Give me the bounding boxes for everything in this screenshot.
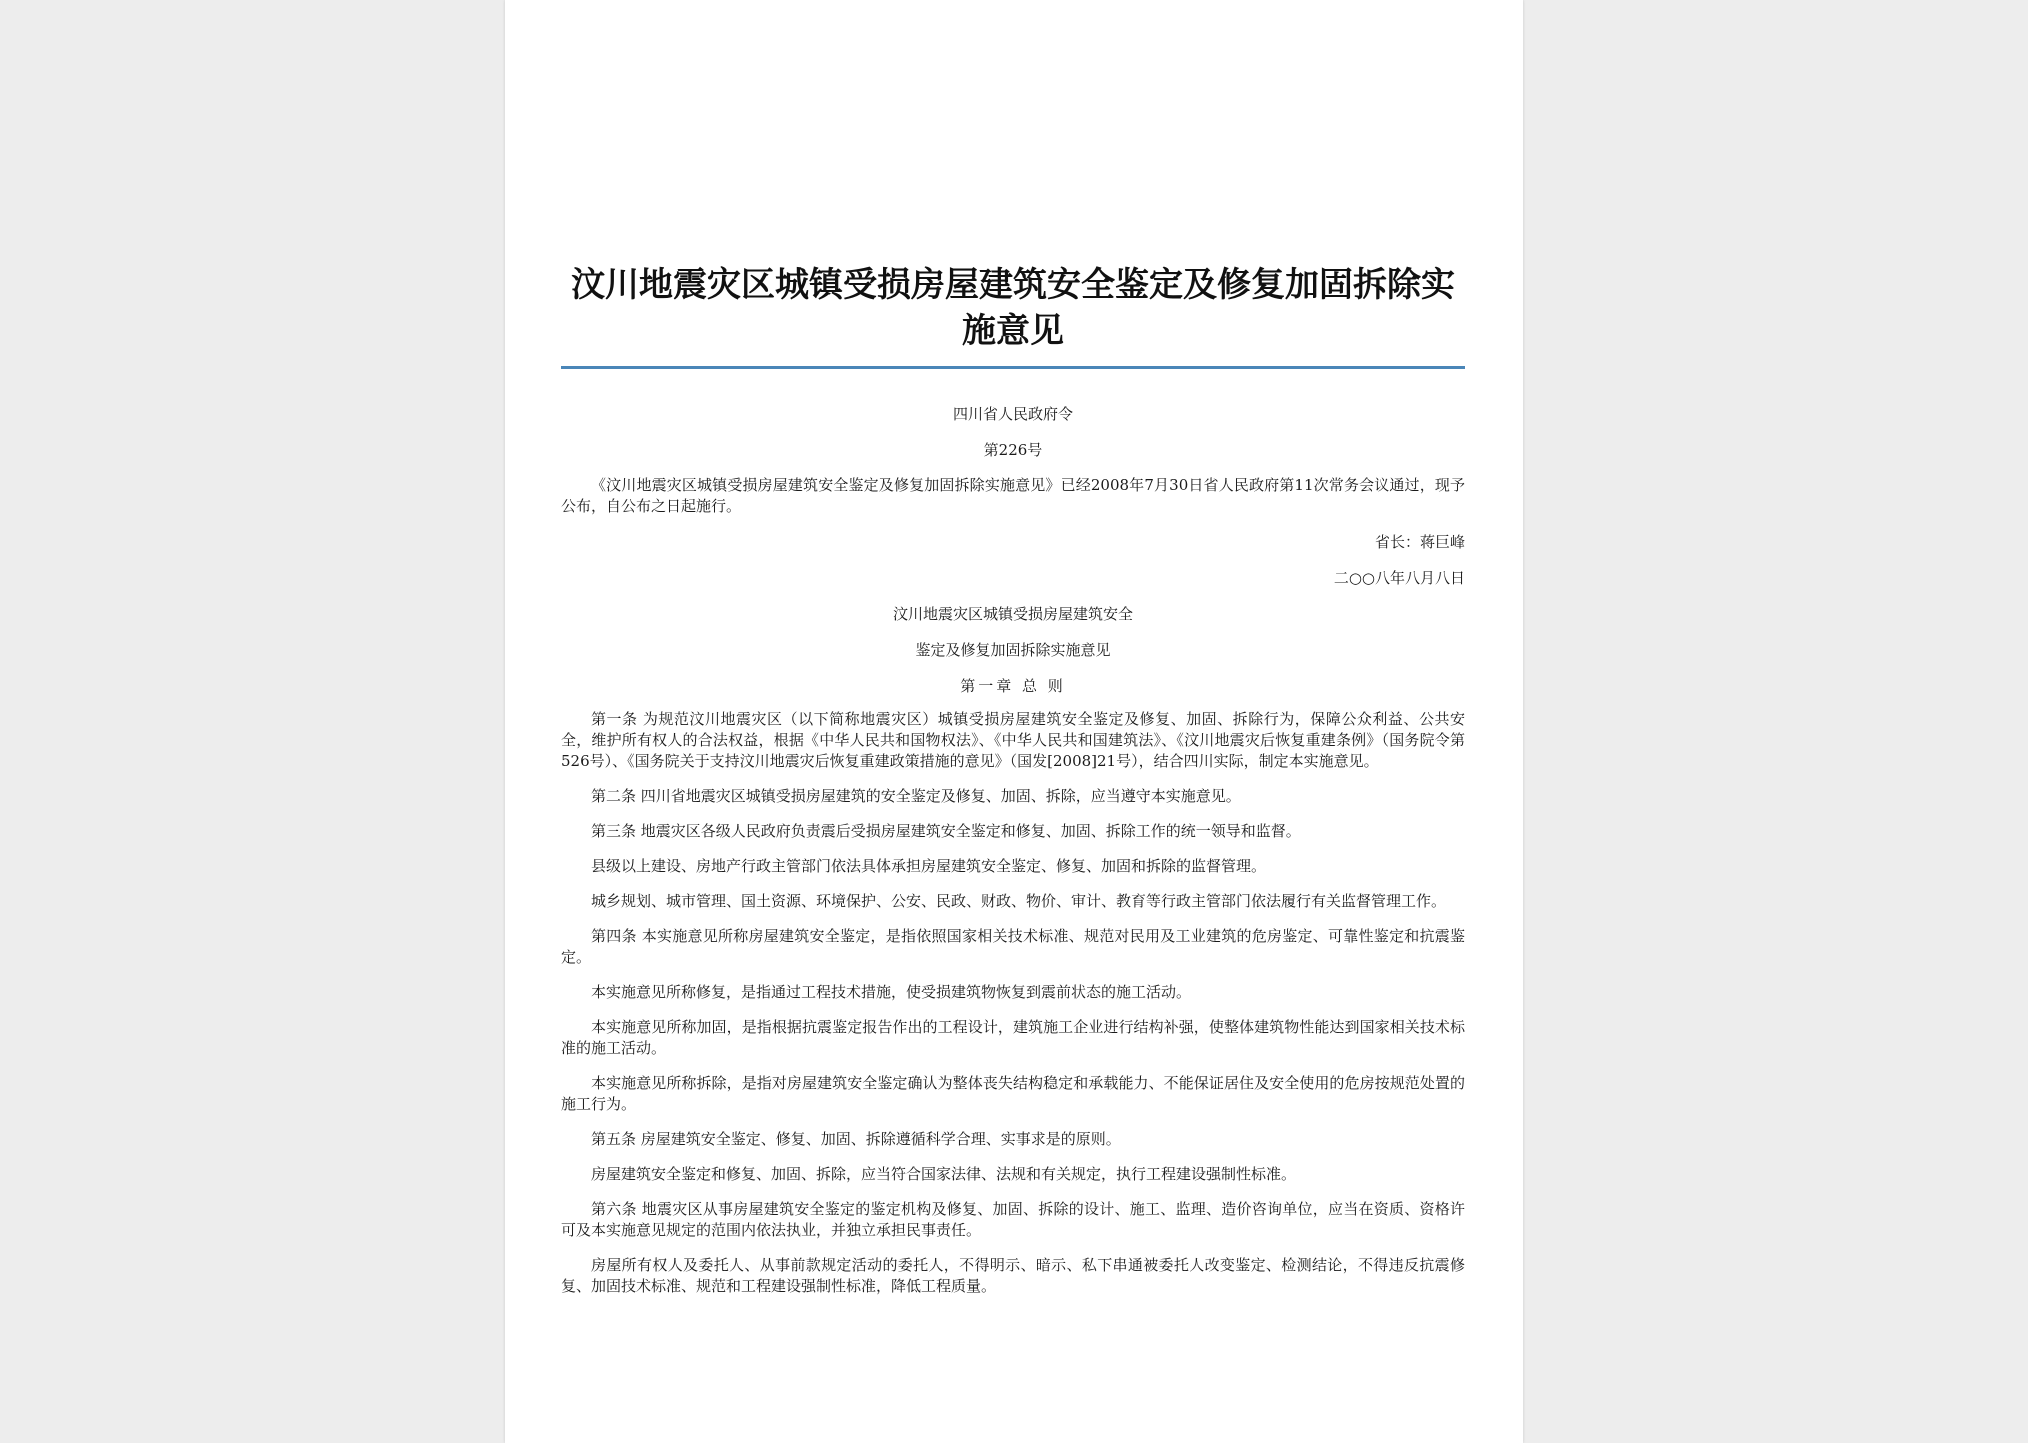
article-paragraph: 第六条 地震灾区从事房屋建筑安全鉴定的鉴定机构及修复、加固、拆除的设计、施工、监理、造价咨询单位，应当在资质、资格许可及本实施意见规定的范围内依法执业，并独立承担民事责任。 <box>561 1200 1465 1239</box>
article-paragraph: 房屋所有权人及委托人、从事前款规定活动的委托人，不得明示、暗示、私下串通被委托人改变鉴定、检测结论，不得违反抗震修复、加固技术标准、规范和工程建设强制性标准，降低工程质量。 <box>561 1256 1465 1295</box>
article-paragraph: 第五条 房屋建筑安全鉴定、修复、加固、拆除遵循科学合理、实事求是的原则。 <box>591 1130 1121 1148</box>
article-paragraph: 本实施意见所称修复，是指通过工程技术措施，使受损建筑物恢复到震前状态的施工活动。 <box>591 983 1192 1001</box>
article-paragraph: 第三条 地震灾区各级人民政府负责震后受损房屋建筑安全鉴定和修复、加固、拆除工作的统一领导和监督。 <box>591 822 1301 840</box>
signature: 省长：蒋巨峰 <box>1374 533 1465 551</box>
article-paragraph: 第一条 为规范汶川地震灾区（以下简称地震灾区）城镇受损房屋建筑安全鉴定及修复、加固、拆除行为，保障公众利益、公共安全，维护所有权人的合法权益，根据《中华人民共和国物权法》、《中华人民共和国建筑法》、《汶川地震灾后恢复重建条例》（国务院令第526号）、《国务院关于支持汶川地震灾后恢复重建政策措施的意见》（国发[2008]21号），结合四川实际，制定本实施意见。 <box>561 710 1465 770</box>
article-paragraph: 本实施意见所称拆除，是指对房屋建筑安全鉴定确认为整体丧失结构稳定和承载能力、不能保证居住及安全使用的危房按规范处置的施工行为。 <box>561 1074 1465 1113</box>
article-paragraph: 第二条 四川省地震灾区城镇受损房屋建筑的安全鉴定及修复、加固、拆除，应当遵守本实施意见。 <box>591 787 1241 805</box>
article-paragraph: 城乡规划、城市管理、国土资源、环境保护、公安、民政、财政、物价、审计、教育等行政主管部门依法履行有关监督管理工作。 <box>591 892 1447 910</box>
promulgation-text: 《汶川地震灾区城镇受损房屋建筑安全鉴定及修复加固拆除实施意见》已经2008年7月30日省人民政府第11次常务会议通过，现予公布，自公布之日起施行。 <box>561 476 1465 515</box>
article-paragraph: 本实施意见所称加固，是指根据抗震鉴定报告作出的工程设计，建筑施工企业进行结构补强，使整体建筑物性能达到国家相关技术标准的施工活动。 <box>561 1018 1465 1057</box>
order-number: 第226号 <box>983 441 1043 459</box>
document-title: 汶川地震灾区城镇受损房屋建筑安全鉴定及修复加固拆除实施意见 <box>561 262 1465 369</box>
issue-date: 二○○八年八月八日 <box>1333 569 1465 587</box>
article-paragraph: 房屋建筑安全鉴定和修复、加固、拆除，应当符合国家法律、法规和有关规定，执行工程建设强制性标准。 <box>591 1165 1297 1183</box>
article-paragraph: 第四条 本实施意见所称房屋建筑安全鉴定，是指依照国家相关技术标准、规范对民用及工业建筑的危房鉴定、可靠性鉴定和抗震鉴定。 <box>561 927 1465 966</box>
page-content <box>561 262 1465 1297</box>
subtitle-line-2: 鉴定及修复加固拆除实施意见 <box>915 641 1111 659</box>
article-paragraph: 县级以上建设、房地产行政主管部门依法具体承担房屋建筑安全鉴定、修复、加固和拆除的监督管理。 <box>591 857 1267 875</box>
document-page <box>505 0 1523 1443</box>
subtitle-line-1: 汶川地震灾区城镇受损房屋建筑安全 <box>892 605 1133 623</box>
chapter-heading: 第一章 总 则 <box>960 677 1066 695</box>
order-issuer: 四川省人民政府令 <box>952 405 1073 423</box>
